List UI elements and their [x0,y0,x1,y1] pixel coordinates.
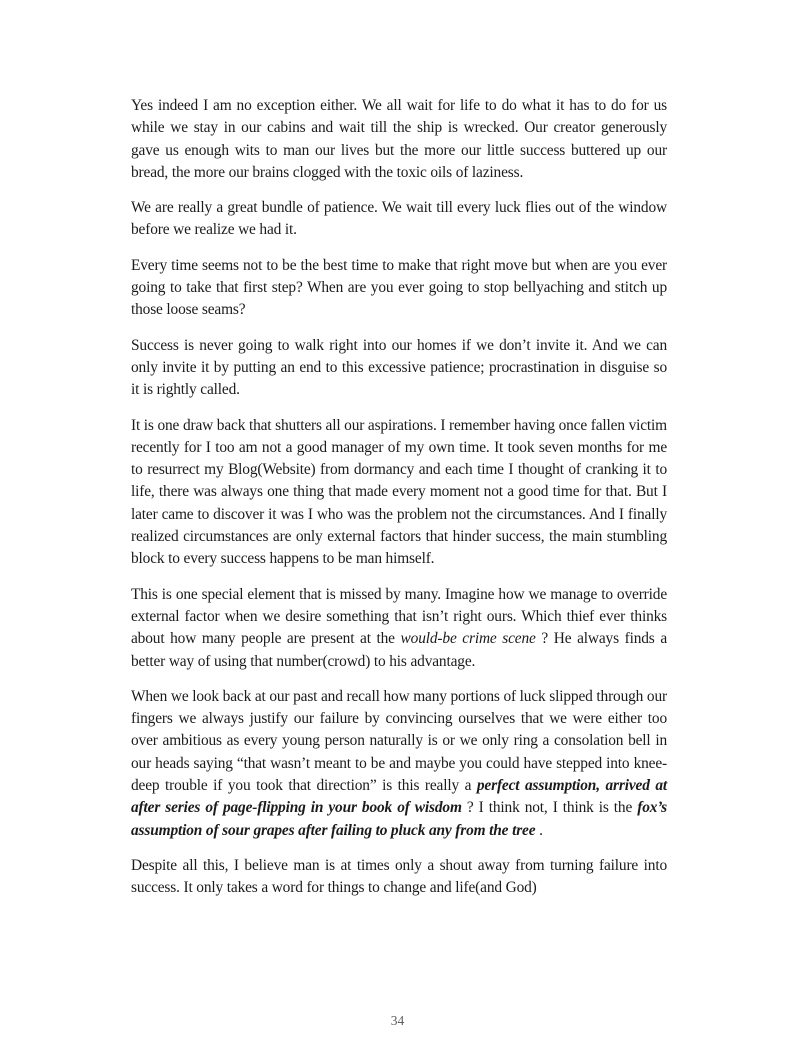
paragraph [131,255,667,322]
emphasis-italic-phrase: would-be crime scene [400,630,536,648]
paragraph [131,415,667,571]
paragraph [131,855,667,900]
page-body-text [131,95,667,913]
paragraph-text: Success is never going to walk right into our homes if we don’t invite it. And we can only invite it by putting an end to this excessive patience; procrastination in disguise so it is rightly called. [131,336,667,399]
paragraph-text: This is one special element that is missed by many. Imagine how we manage to override external factor when we desire something that isn’t right ours. Which thief ever thinks about how many people are present at the [131,585,667,648]
paragraph-text: Yes indeed I am no exception either. We all wait for life to do what it has to do for us while we stay in our cabins and wait till the ship is wrecked. Our creator generously gave us enough wits to man our lives but the more our little success buttered up our bread, the more our brains clogged with the toxic oils of laziness. [131,97,667,181]
paragraph-text: ? I think not, I think is the [461,799,638,817]
emphasis-bold-italic-phrase: fox’s assumption of sour grapes after failing to pluck any from the tree [131,799,667,839]
paragraph [131,95,667,184]
paragraph-text: . [535,821,543,839]
page-number: 34 [390,1013,405,1028]
paragraph [131,197,667,242]
paragraph [131,686,667,842]
paragraph-text: ? He always finds a better way of using that number(crowd) to his advantage. [131,630,667,670]
paragraph [131,584,667,673]
paragraph-text: Despite all this, I believe man is at times only a shout away from turning failure into success. It only takes a word for things to change and life(and God) [131,856,667,897]
paragraph-text: It is one draw back that shutters all our aspirations. I remember having once fallen victim recently for I too am not a good manager of my own time. It took seven months for me to resurrect my Blog(Website) from dormancy and each time I thought of cranking it to life, there was always one thing that made every moment not a good time for that. But I later came to discover it was I who was the problem not the circumstances. And I finally realized circumstances are only external factors that hinder success, the main stumbling block to every success happens to be man himself. [131,416,667,568]
paragraph-text: We are really a great bundle of patience. We wait till every luck flies out of the window before we realize we had it. [131,199,667,239]
paragraph [131,335,667,402]
paragraph-text: When we look back at our past and recall how many portions of luck slipped through our fingers we always justify our failure by convincing ourselves that we were either too over ambitious as every young person naturally is or we only ring a consolation bell in our heads saying “that wasn’t meant to be and maybe you could have stepped into knee-deep trouble if you took that direction” is this really a [131,687,667,795]
emphasis-bold-italic-phrase: perfect assumption, arrived at after series of page-flipping in your book of wisdom [131,777,667,817]
paragraph-text: Every time seems not to be the best time to make that right move but when are you ever going to take that first step? When are you ever going to stop bellyaching and stitch up those loose seams? [131,256,667,319]
